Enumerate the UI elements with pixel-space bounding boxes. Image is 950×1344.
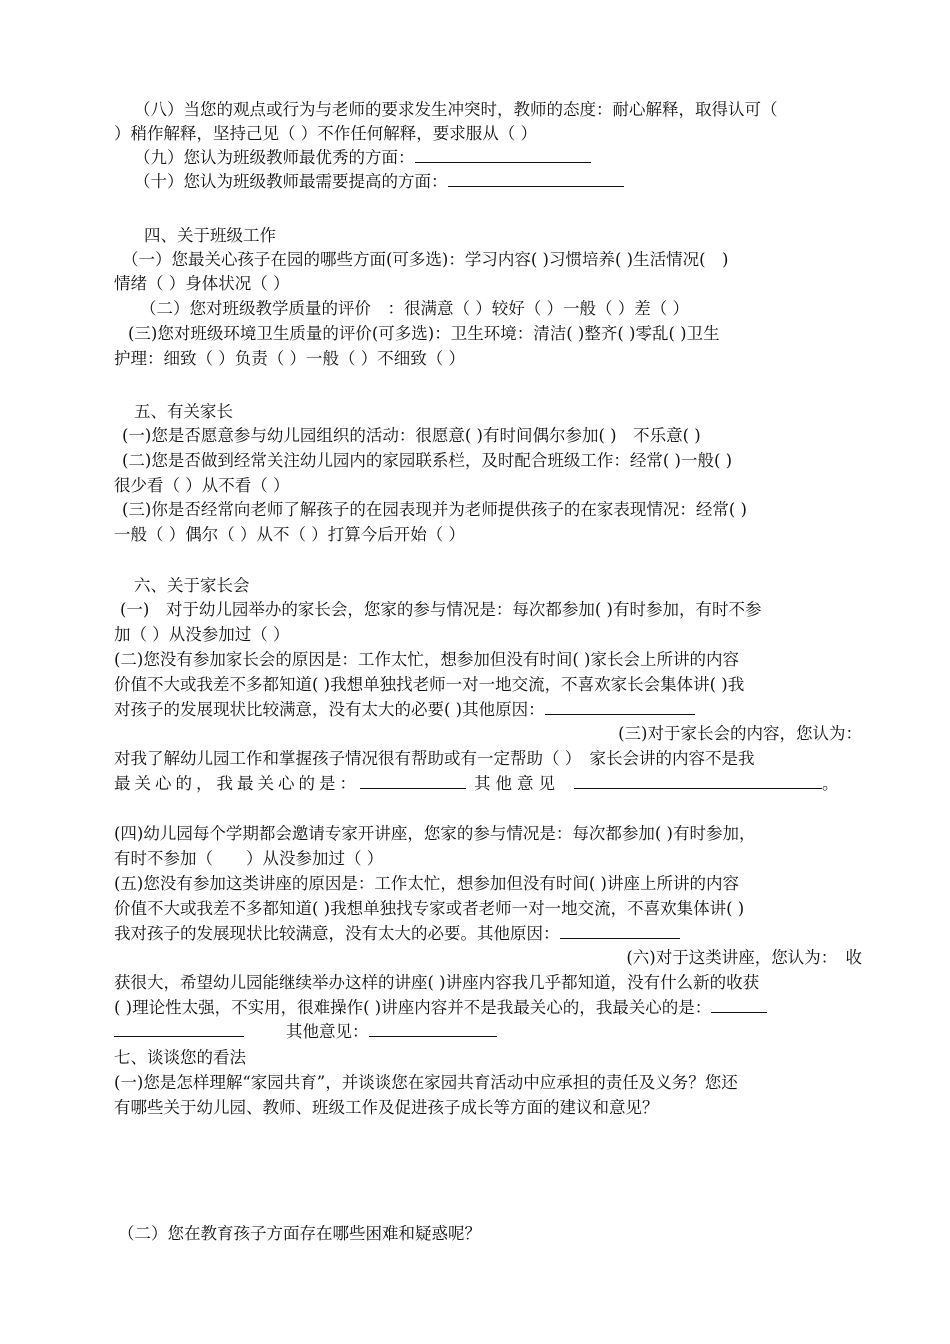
s6-q5-other-blank[interactable] [560,922,680,939]
s6-q6-line1: (六)对于这类讲座，您认为： 收 [626,948,862,967]
s6-q3-concern-blank[interactable] [360,772,466,789]
s6-q5-line3 [114,922,862,946]
s6-q2-line1: (二)您没有参加家长会的原因是：工作太忙，想参加但没有时间( )家长会上所讲的内容 [114,650,739,669]
section6-title: 六、关于家长会 [134,576,250,595]
s6-q3-line3 [114,772,862,796]
s7-q2: （二）您在教育孩子方面存在哪些困难和疑惑呢？ [118,1224,481,1243]
q9-text: （九）您认为班级教师最优秀的方面： [134,148,415,167]
q10-text: （十）您认为班级教师最需要提高的方面： [134,172,448,191]
s6-q4-line2: 有时不参加（ ）从没参加过（ ） [114,849,384,868]
q9-line [134,146,862,170]
s6-q5-line1: (五)您没有参加这类讲座的原因是：工作太忙，想参加但没有时间( )讲座上所讲的内容 [114,874,739,893]
s6-q6-other-blank[interactable] [369,1020,497,1037]
q8-line1: （八）当您的观点或行为与老师的要求发生冲突时，教师的态度：耐心解释，取得认可（ [134,100,778,119]
q10-line [134,170,862,194]
s6-q3-line2: 对我了解幼儿园工作和掌握孩子情况很有帮助或有一定帮助（ ） 家长会讲的内容不是我 [114,749,755,768]
section5-title: 五、有关家长 [134,402,233,421]
s6-q3-line3-text: 最关心的，我最关心的是： [114,774,360,793]
s6-q5-line3-text: 我对孩子的发展现状比较满意，没有太大的必要。其他原因： [114,924,560,943]
s4-q1-line2: 情绪（ ）身体状况（ ） [114,274,290,293]
s4-q3-line2: 护理：细致（ ）负责（ ）一般（ ）不细致（ ） [114,349,465,368]
s5-q1: (一)您是否愿意参与幼儿园组织的活动：很愿意( )有时间偶尔参加( ) 不乐意( ) [122,426,701,445]
q9-answer-blank[interactable] [415,146,591,163]
s6-q6-concern-blank-cont[interactable] [114,1020,244,1037]
s5-q2-line2: 很少看（ ）从不看（ ） [114,476,290,495]
s4-q2: （二）您对班级教学质量的评价 ：很满意（ ）较好（ ）一般（ ）差（ ） [140,299,689,318]
s6-q3-period: 。 [822,774,839,793]
s6-q2-other-blank[interactable] [545,698,695,715]
s5-q2-line1: (二)您是否做到经常关注幼儿园内的家园联系栏，及时配合班级工作：经常( )一般( ) [122,451,733,470]
s6-q5-line2: 价值不大或我差不多都知道( )我想单独找专家或者老师一对一地交流，不喜欢集体讲( ) [114,899,745,918]
s6-q1-line2: 加（ ）从没参加过（ ） [114,625,290,644]
s6-q6-other-label: 其他意见： [286,1022,369,1041]
s6-q6-line2: 获很大，希望幼儿园能继续举办这样的讲座( )讲座内容我几乎都知道，没有什么新的收获 [114,973,760,992]
q8-line2: ）稍作解释，坚持己见（ ）不作任何解释，要求服从（ ） [114,124,537,143]
s6-q3-other-label: 其他意见 [474,774,560,793]
section7-title: 七、谈谈您的看法 [114,1048,246,1067]
s6-q6-concern-blank[interactable] [711,996,767,1013]
s7-q1-line2: 有哪些关于幼儿园、教师、班级工作及促进孩子成长等方面的建议和意见？ [114,1098,659,1117]
s6-q2-line3-text: 对孩子的发展现状比较满意，没有太大的必要( )其他原因： [114,700,545,719]
s6-q6-line3-text: ( )理论性太强，不实用，很难操作( )讲座内容并不是我最关心的，我最关心的是： [114,998,712,1017]
s6-q6-line3 [114,996,862,1020]
s5-q3-line1: (三)你是否经常向老师了解孩子的在园表现并为老师提供孩子的在家表现情况：经常( ) [122,500,747,519]
s6-q2-line2: 价值不大或我差不多都知道( )我想单独找老师一对一地交流，不喜欢家长会集体讲( )我 [114,675,745,694]
s5-q3-line2: 一般（ ）偶尔（ ）从不（ ）打算今后开始（ ） [114,525,465,544]
s4-q3-line1: (三)您对班级环境卫生质量的评价(可多选)：卫生环境：清洁( )整齐( )零乱( )卫生 [128,324,720,343]
s6-q4-line1: (四)幼儿园每个学期都会邀请专家开讲座，您家的参与情况是：每次都参加( )有时参加， [114,824,756,843]
s4-q1-line1: （一）您最关心孩子在园的哪些方面(可多选)：学习内容( )习惯培养( )生活情况( ) [122,250,729,269]
section4-title: 四、关于班级工作 [144,226,276,245]
s6-q2-line3 [114,698,862,722]
s7-q1-line1: (一)您是怎样理解“家园共育”，并谈谈您在家园共育活动中应承担的责任及义务？您还 [114,1073,738,1092]
q10-answer-blank[interactable] [448,170,624,187]
s6-q1-line1: (一) 对于幼儿园举办的家长会，您家的参与情况是：每次都参加( )有时参加，有时不参 [120,600,762,619]
s6-q6-line4 [114,1020,862,1044]
s6-q3-other-blank[interactable] [574,772,822,789]
s6-q3-line1: (三)对于家长会的内容，您认为： [618,724,862,743]
